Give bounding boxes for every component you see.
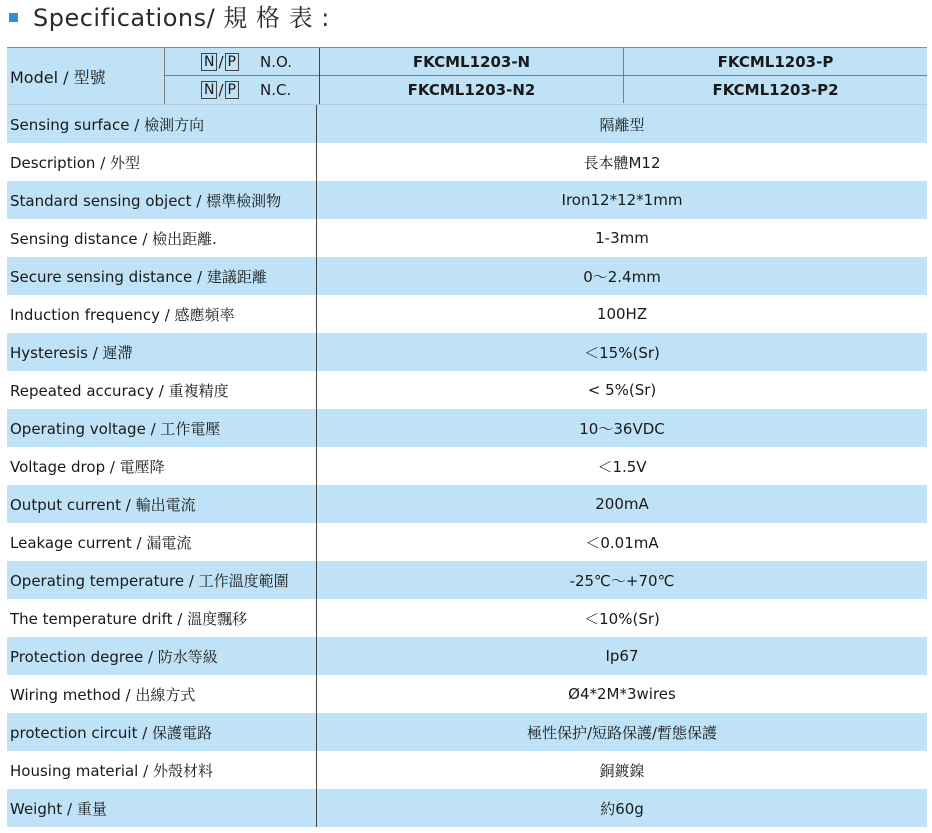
- spec-value: 0～2.4mm: [583, 267, 661, 286]
- spec-value: ＜0.01mA: [585, 533, 659, 552]
- spec-value: 1-3mm: [595, 229, 649, 247]
- spec-value: ＜15%(Sr): [584, 343, 660, 362]
- spec-row-weight: [7, 789, 927, 827]
- specification-table: [7, 47, 927, 827]
- spec-row-protection-degree: [7, 637, 927, 675]
- spec-row-sensing-distance: [7, 219, 927, 257]
- spec-value: 200mA: [595, 495, 649, 513]
- spec-row-operating-temperature: [7, 561, 927, 599]
- model-values-nc: [320, 76, 927, 103]
- p-box: P: [225, 81, 239, 99]
- spec-row-voltage-drop: [7, 447, 927, 485]
- spec-label: Weight / 重量: [7, 789, 317, 827]
- spec-label: The temperature drift / 溫度飄移: [7, 599, 317, 637]
- page-title-text: Specifications/ 規 格 表 :: [33, 3, 330, 32]
- spec-row-repeated-accuracy: [7, 371, 927, 409]
- spec-label: Output current / 輸出電流: [7, 485, 317, 523]
- spec-value: -25℃～+70℃: [569, 571, 675, 590]
- spec-label: Leakage current / 漏電流: [7, 523, 317, 561]
- spec-value: Iron12*12*1mm: [561, 191, 683, 209]
- spec-label: Description / 外型: [7, 143, 317, 181]
- spec-value: 長本體M12: [583, 153, 661, 172]
- spec-row-standard-object: [7, 181, 927, 219]
- model-type-no: N / P N.O.: [165, 48, 319, 76]
- nc-label: N.C.: [260, 80, 292, 99]
- model-label: Model / 型號: [7, 48, 165, 104]
- spec-value: ＜1.5V: [597, 457, 647, 476]
- model-p2-value: FKCML1203-P2: [712, 80, 839, 99]
- spec-value: 隔離型: [599, 115, 645, 134]
- no-label: N.O.: [260, 52, 292, 71]
- spec-value: 銅鍍鎳: [599, 761, 645, 780]
- spec-row-housing-material: [7, 751, 927, 789]
- spec-label: protection circuit / 保護電路: [7, 713, 317, 751]
- spec-value: Ø4*2M*3wires: [568, 685, 676, 703]
- spec-label: Induction frequency / 感應頻率: [7, 295, 317, 333]
- spec-label: Operating temperature / 工作溫度範圍: [7, 561, 317, 599]
- spec-label: Operating voltage / 工作電壓: [7, 409, 317, 447]
- model-row: [7, 48, 927, 105]
- n-box: N: [201, 53, 217, 71]
- spec-row-output-current: [7, 485, 927, 523]
- spec-row-temperature-drift: [7, 599, 927, 637]
- spec-row-protection-circuit: [7, 713, 927, 751]
- model-value-grid: [320, 48, 927, 104]
- spec-value: 極性保护/短路保護/暫態保護: [526, 723, 718, 742]
- spec-value: ＜10%(Sr): [584, 609, 660, 628]
- spec-label: Standard sensing object / 標準檢測物: [7, 181, 317, 219]
- model-type-nc: N / P N.C.: [165, 76, 319, 103]
- spec-row-wiring-method: [7, 675, 927, 713]
- spec-row-leakage-current: [7, 523, 927, 561]
- p-box: P: [225, 53, 239, 71]
- spec-value: 100HZ: [596, 305, 648, 323]
- spec-value: 10～36VDC: [579, 419, 665, 438]
- page-title: [9, 0, 330, 30]
- spec-label: Secure sensing distance / 建議距離: [7, 257, 317, 295]
- spec-row-hysteresis: [7, 333, 927, 371]
- spec-label: Repeated accuracy / 重複精度: [7, 371, 317, 409]
- spec-value: Ip67: [605, 647, 639, 665]
- spec-value: < 5%(Sr): [587, 381, 657, 399]
- spec-row-operating-voltage: [7, 409, 927, 447]
- model-n2-value: FKCML1203-N2: [320, 76, 624, 103]
- spec-label: Hysteresis / 遲滯: [7, 333, 317, 371]
- n-box: N: [201, 81, 217, 99]
- model-p-value: FKCML1203-P: [717, 52, 834, 71]
- spec-label: Sensing surface / 檢測方向: [7, 105, 317, 143]
- spec-label: Housing material / 外殼材料: [7, 751, 317, 789]
- model-n-value: FKCML1203-N: [320, 48, 624, 75]
- bullet-icon: [9, 13, 18, 22]
- spec-row-secure-distance: [7, 257, 927, 295]
- spec-row-description: [7, 143, 927, 181]
- spec-value: 約60g: [600, 799, 644, 818]
- spec-row-frequency: [7, 295, 927, 333]
- model-values-no: [320, 48, 927, 76]
- spec-label: Voltage drop / 電壓降: [7, 447, 317, 485]
- spec-label: Sensing distance / 檢出距離.: [7, 219, 317, 257]
- model-type-column: [165, 48, 320, 104]
- spec-row-sensing-surface: [7, 105, 927, 143]
- spec-label: Wiring method / 出線方式: [7, 675, 317, 713]
- spec-label: Protection degree / 防水等級: [7, 637, 317, 675]
